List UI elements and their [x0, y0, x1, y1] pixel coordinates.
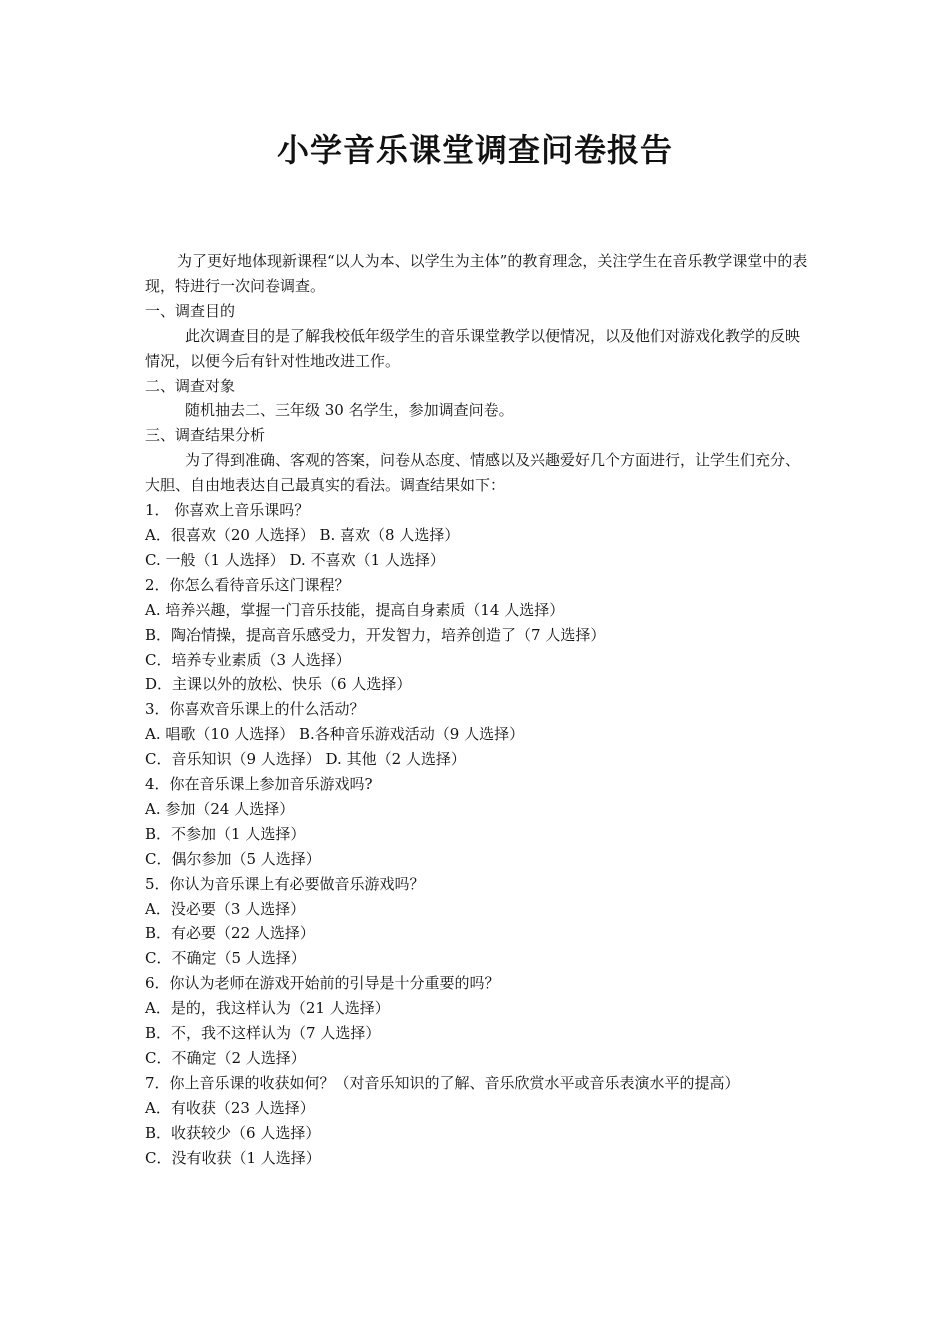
question-2-option-b: B．陶冶情操，提高音乐感受力，开发智力，培养创造了（7 人选择） — [145, 625, 606, 644]
question-2-option-c: C．培养专业素质（3 人选择） — [145, 650, 351, 669]
question-7: 7．你上音乐课的收获如何？（对音乐知识的了解、音乐欣赏水平或音乐表演水平的提高） — [145, 1073, 740, 1092]
question-3-option-row-1: A. 唱歌（10 人选择） B.各种音乐游戏活动（9 人选择） — [145, 725, 525, 744]
section-text-subjects: 随机抽去二、三年级 30 名学生，参加调查问卷。 — [185, 401, 514, 420]
question-4: 4．你在音乐课上参加音乐游戏吗? — [145, 775, 373, 794]
question-5-option-a: A．没必要（3 人选择） — [145, 899, 306, 918]
question-2: 2．你怎么看待音乐这门课程？ — [145, 575, 350, 594]
document-title: 小学音乐课堂调查问卷报告 — [276, 131, 673, 169]
question-6-option-c: C．不确定（2 人选择） — [145, 1049, 306, 1067]
question-3-option-row-2: C．音乐知识（9 人选择） D. 其他（2 人选择） — [145, 750, 466, 769]
question-7-option-b: B．收获较少（6 人选择） — [145, 1123, 321, 1142]
section-heading-analysis: 三、调查结果分析 — [145, 426, 266, 445]
question-6-option-b: B．不，我不这样认为（7 人选择） — [145, 1024, 381, 1043]
question-3: 3．你喜欢音乐课上的什么活动？ — [145, 700, 365, 719]
question-5-option-c: C．不确定（5 人选择） — [145, 949, 306, 968]
section-text-purpose: 此次调查目的是了解我校低年级学生的音乐课堂教学以便情况，以及他们对游戏化教学的反映情况，以便今后有针对性地改进工作。 — [145, 326, 801, 370]
section-heading-purpose: 一、调查目的 — [145, 301, 236, 320]
question-4-option-c: C．偶尔参加（5 人选择） — [145, 849, 321, 868]
question-1-option-row-1: A．很喜欢（20 人选择） B. 喜欢（8 人选择） — [145, 525, 460, 544]
document-body — [145, 249, 810, 1171]
question-7-option-c: C．没有收获（1 人选择） — [145, 1148, 321, 1167]
question-2-option-d: D．主课以外的放松、快乐（6 人选择） — [145, 675, 412, 694]
question-6: 6．你认为老师在游戏开始前的引导是十分重要的吗？ — [145, 974, 500, 993]
question-7-option-a: A．有收获（23 人选择） — [145, 1098, 315, 1117]
question-6-option-a: A．是的，我这样认为（21 人选择） — [145, 999, 390, 1018]
section-heading-subjects: 二、调查对象 — [145, 376, 236, 395]
question-1-option-row-2: C. 一般（1 人选择） D. 不喜欢（1 人选择） — [145, 550, 445, 569]
question-1: 1． 你喜欢上音乐课吗？ — [145, 501, 310, 520]
question-5-option-b: B．有必要（22 人选择） — [145, 924, 315, 943]
question-4-option-a: A. 参加（24 人选择） — [145, 799, 295, 818]
question-2-option-a: A. 培养兴趣，掌握一门音乐技能，提高自身素质（14 人选择） — [145, 600, 565, 619]
question-4-option-b: B．不参加（1 人选择） — [145, 824, 306, 843]
intro-paragraph: 为了更好地体现新课程“以人为本、以学生为主体”的教育理念，关注学生在音乐教学课堂中的表现，特进行一次问卷调查。 — [145, 252, 808, 295]
question-5: 5．你认为音乐课上有必要做音乐游戏吗？ — [145, 874, 425, 893]
section-text-analysis: 为了得到准确、客观的答案，问卷从态度、情感以及兴趣爱好几个方面进行，让学生们充分、大胆、自由地表达自己最真实的看法。调查结果如下： — [145, 451, 801, 495]
